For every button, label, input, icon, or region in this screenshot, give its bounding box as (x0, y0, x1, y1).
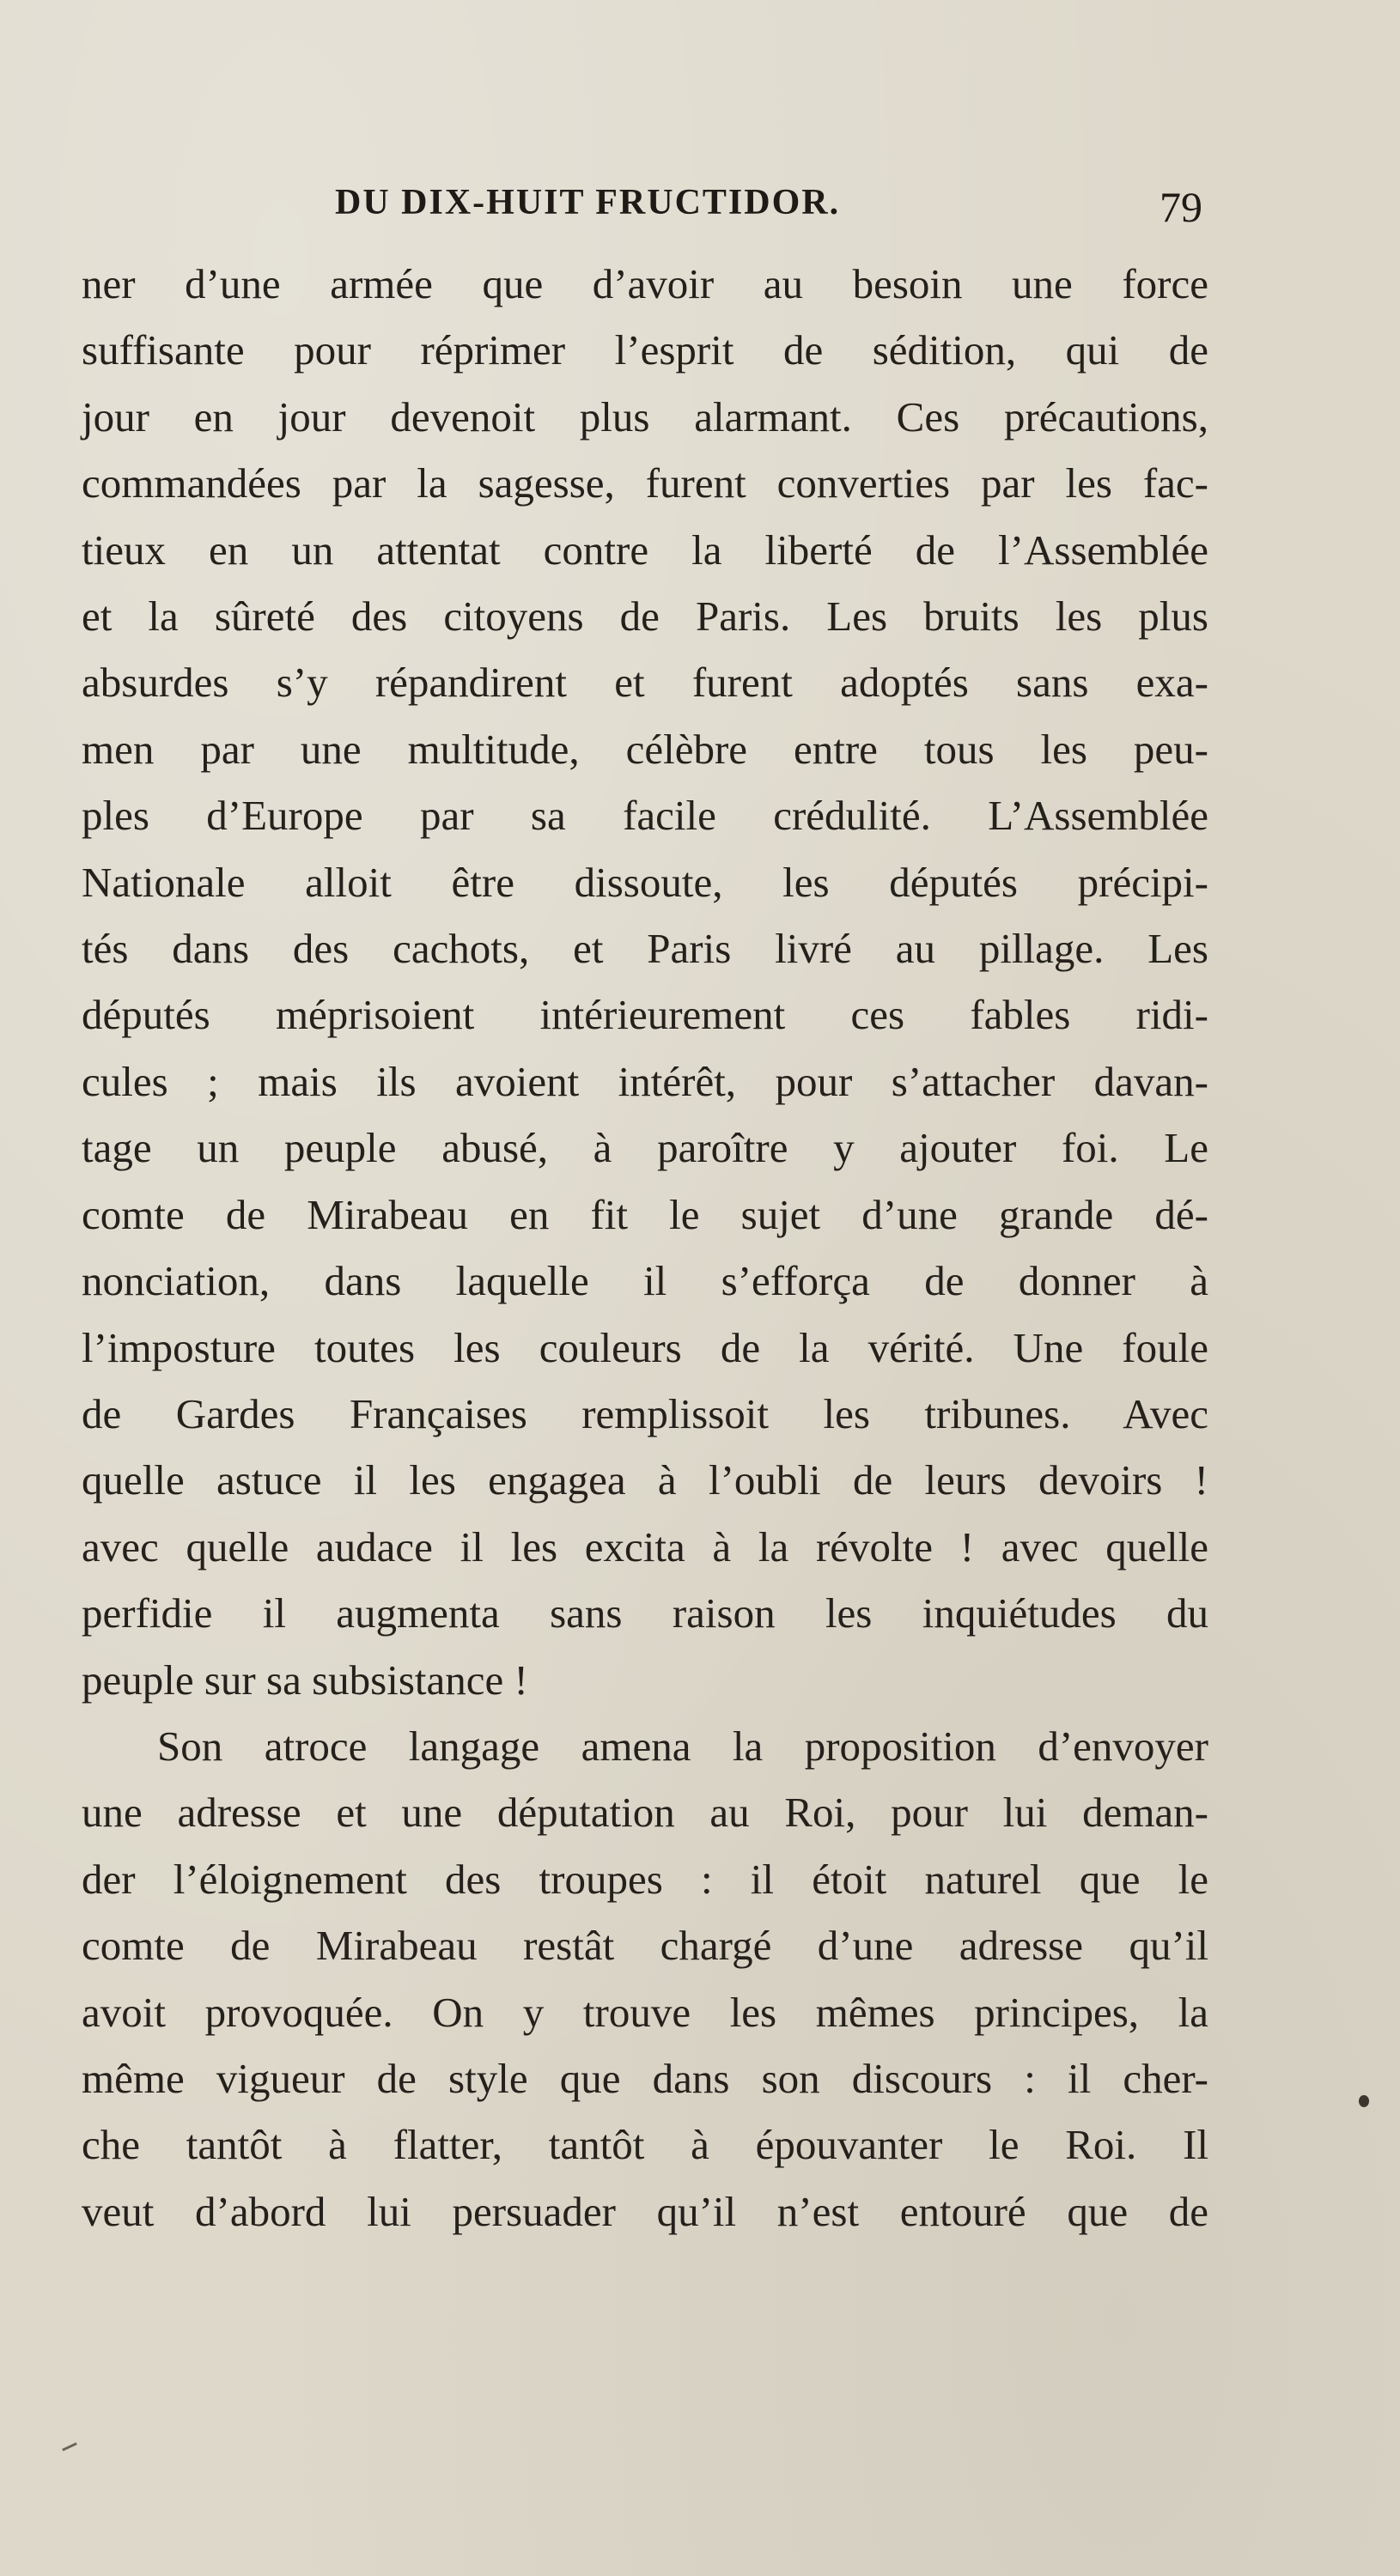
paragraph-1 (82, 251, 1208, 1713)
text-line: suffisante pour réprimer l’esprit de sédition, qui de (82, 326, 1208, 374)
text-line: tés dans des cachots, et Paris livré au pillage. Les (82, 925, 1208, 973)
paper-mark (62, 2442, 77, 2451)
running-title: DU DIX-HUIT FRUCTIDOR. (335, 183, 841, 222)
text-line: de Gardes Françaises remplissoit les tribunes. Avec (82, 1389, 1208, 1437)
page-header (77, 182, 1202, 234)
text-line: perfidie il augmenta sans raison les inquiétudes du (82, 1589, 1208, 1637)
text-line: absurdes s’y répandirent et furent adoptés sans exa- (82, 659, 1208, 707)
text-line: avoit provoquée. On y trouve les mêmes principes, la (82, 1988, 1208, 2036)
text-line: comte de Mirabeau en fit le sujet d’une grande dé- (82, 1190, 1208, 1238)
text-line: l’imposture toutes les couleurs de la vérité. Une foule (82, 1323, 1208, 1371)
text-line: quelle astuce il les engagea à l’oubli de leurs devoirs ! (82, 1456, 1208, 1504)
text-line: men par une multitude, célèbre entre tous les peu- (82, 725, 1208, 773)
text-line: avec quelle audace il les excita à la révolte ! avec quelle (82, 1522, 1208, 1571)
ink-speck (1359, 2095, 1369, 2107)
text-line: jour en jour devenoit plus alarmant. Ces précautions, (82, 392, 1208, 440)
text-line: commandées par la sagesse, furent converties par les fac- (82, 459, 1208, 507)
text-line: une adresse et une députation au Roi, pour lui deman- (82, 1789, 1208, 1837)
paragraph-2 (82, 1713, 1208, 2245)
text-line: der l’éloignement des troupes : il étoit naturel que le (82, 1855, 1208, 1903)
text-line: tieux en un attentat contre la liberté de l’Assemblée (82, 526, 1208, 574)
text-line: députés méprisoient intérieurement ces fables ridi- (82, 991, 1208, 1039)
text-line: Son atroce langage amena la proposition d’envoyer (157, 1722, 1208, 1770)
text-line: ples d’Europe par sa facile crédulité. L’Assemblée (82, 792, 1208, 840)
text-line: nonciation, dans laquelle il s’efforça de donner à (82, 1257, 1208, 1305)
text-line: cules ; mais ils avoient intérêt, pour s’attacher davan- (82, 1057, 1208, 1105)
text-line: comte de Mirabeau restât chargé d’une adresse qu’il (82, 1922, 1208, 1970)
text-line: et la sûreté des citoyens de Paris. Les bruits les plus (82, 592, 1208, 641)
page-number: 79 (1160, 183, 1202, 231)
body-text (82, 251, 1208, 2245)
text-line: Nationale alloit être dissoute, les députés précipi- (82, 858, 1208, 906)
text-line: ner d’une armée que d’avoir au besoin une force (82, 260, 1208, 307)
text-line: tage un peuple abusé, à paroître y ajouter foi. Le (82, 1124, 1208, 1172)
text-line: même vigueur de style que dans son discours : il cher- (82, 2054, 1208, 2102)
text-line: veut d’abord lui persuader qu’il n’est entouré que de (82, 2187, 1208, 2235)
text-line: peuple sur sa subsistance ! (82, 1656, 528, 1704)
text-line: che tantôt à flatter, tantôt à épouvanter le Roi. Il (82, 2121, 1208, 2169)
